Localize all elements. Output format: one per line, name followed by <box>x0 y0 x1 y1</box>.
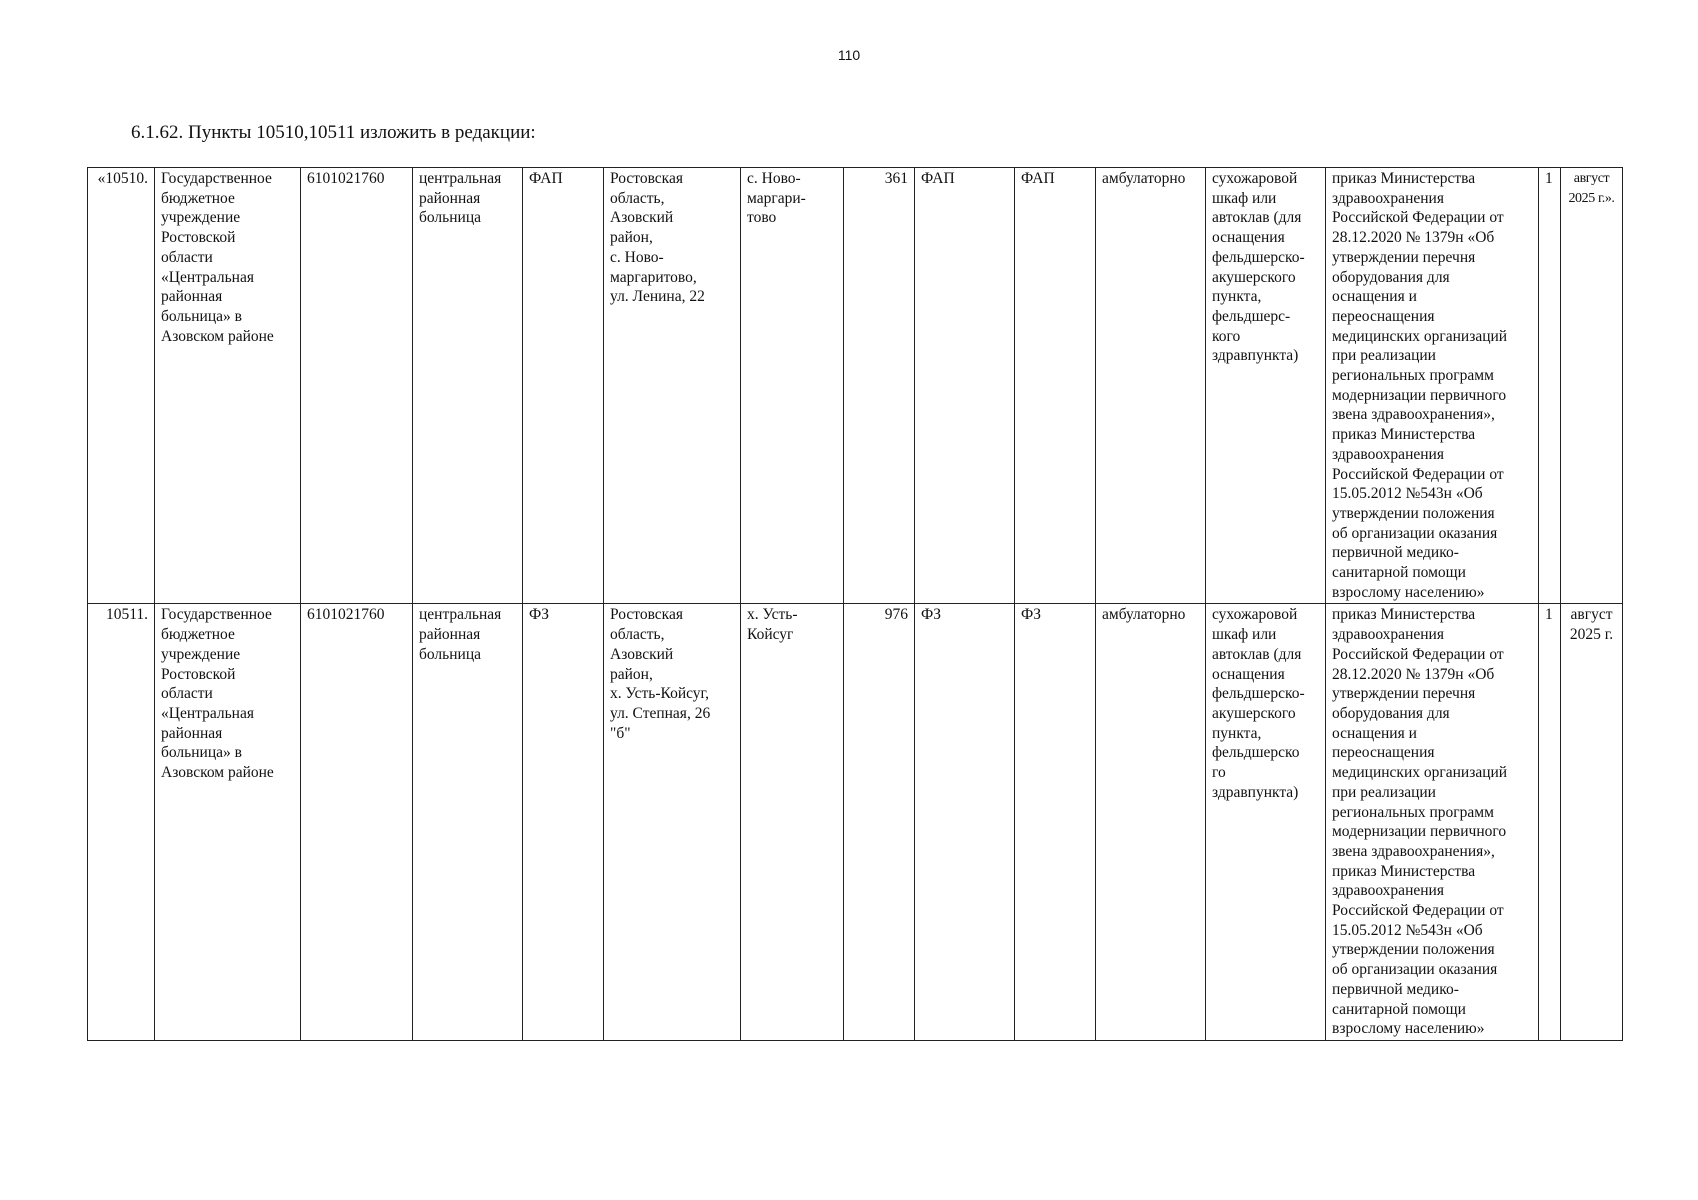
amendments-table <box>87 167 1623 1041</box>
intro-paragraph: 6.1.62. Пункты 10510,10511 изложить в редакции: <box>131 122 536 143</box>
organization-cell: Государственное бюджетное учреждение Ростовской области «Центральная районная больница» в Азовском районе <box>155 604 301 1040</box>
unit-type-cell-2: ФАП <box>1015 168 1096 604</box>
unit-cell: ФЗ <box>523 604 604 1040</box>
organization-type-cell: центральная районная больница <box>413 168 523 604</box>
equipment-cell: сухожаровой шкаф или автоклав (для оснащения фельдшерско- акушерского пункта, фельдшерско го здравпункта) <box>1206 604 1326 1040</box>
unit-cell: ФАП <box>523 168 604 604</box>
care-condition-cell: амбулаторно <box>1096 168 1206 604</box>
legal-basis-cell: приказ Министерства здравоохранения Российской Федерации от 28.12.2020 № 1379н «Об утверждении перечня оборудования для оснащения и переоснащения медицинских организаций при реализации региональных программ модернизации первичного звена здравоохранения», приказ Министерства здравоохранения Российской Федерации от 15.05.2012 №543н «Об утверждении положения об организации оказания первичной медико- санитарной помощи взрослому населению» <box>1326 168 1539 604</box>
row-number-cell: «10510. <box>88 168 155 604</box>
settlement-cell: с. Ново- маргари- тово <box>741 168 844 604</box>
settlement-cell: х. Усть- Койсуг <box>741 604 844 1040</box>
inn-cell: 6101021760 <box>301 168 413 604</box>
equipment-cell: сухожаровой шкаф или автоклав (для оснащения фельдшерско- акушерского пункта, фельдшерс- кого здравпункта) <box>1206 168 1326 604</box>
address-cell: Ростовская область, Азовский район, х. Усть-Койсуг, ул. Степная, 26 "б" <box>604 604 741 1040</box>
row-number-cell: 10511. <box>88 604 155 1040</box>
deadline-cell: август 2025 г. <box>1561 604 1623 1040</box>
quantity-cell: 1 <box>1539 604 1561 1040</box>
table-row <box>88 168 1623 604</box>
unit-type-cell: ФАП <box>915 168 1015 604</box>
population-cell: 361 <box>844 168 915 604</box>
care-condition-cell: амбулаторно <box>1096 604 1206 1040</box>
quantity-cell: 1 <box>1539 168 1561 604</box>
unit-type-cell: ФЗ <box>915 604 1015 1040</box>
unit-type-cell-2: ФЗ <box>1015 604 1096 1040</box>
deadline-cell: август 2025 г.». <box>1561 168 1623 604</box>
page-number: 110 <box>837 47 861 63</box>
organization-type-cell: центральная районная больница <box>413 604 523 1040</box>
population-cell: 976 <box>844 604 915 1040</box>
inn-cell: 6101021760 <box>301 604 413 1040</box>
legal-basis-cell: приказ Министерства здравоохранения Российской Федерации от 28.12.2020 № 1379н «Об утверждении перечня оборудования для оснащения и переоснащения медицинских организаций при реализации региональных программ модернизации первичного звена здравоохранения», приказ Министерства здравоохранения Российской Федерации от 15.05.2012 №543н «Об утверждении положения об организации оказания первичной медико- санитарной помощи взрослому населению» <box>1326 604 1539 1040</box>
organization-cell: Государственное бюджетное учреждение Ростовской области «Центральная районная больница» в Азовском районе <box>155 168 301 604</box>
address-cell: Ростовская область, Азовский район, с. Ново- маргаритово, ул. Ленина, 22 <box>604 168 741 604</box>
table-row <box>88 604 1623 1040</box>
